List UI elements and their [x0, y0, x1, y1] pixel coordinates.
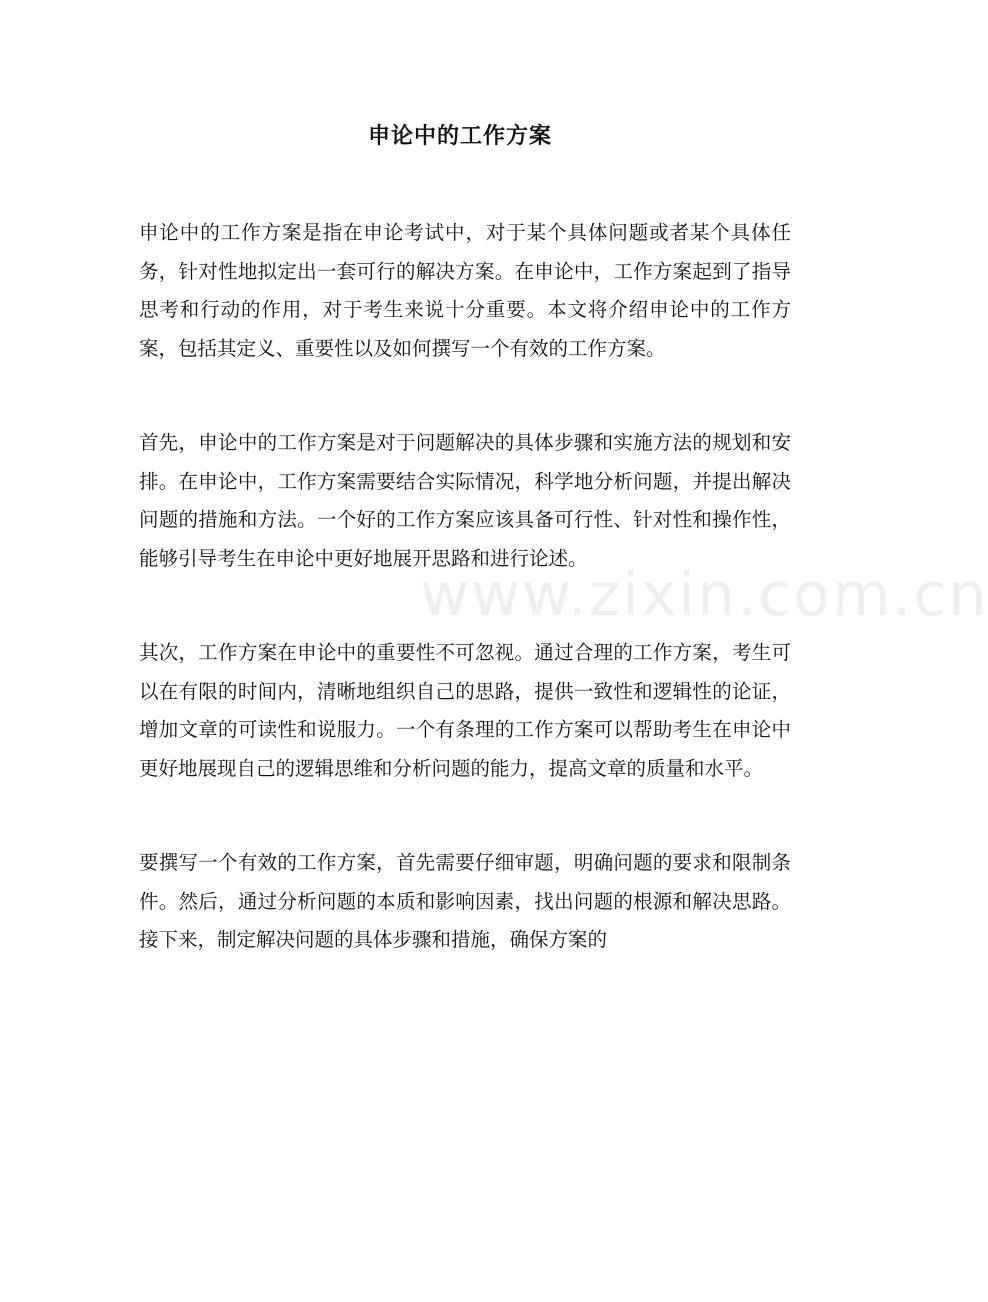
document-body: [139, 214, 791, 1016]
paragraph-1: 申论中的工作方案是指在申论考试中，对于某个具体问题或者某个具体任务，针对性地拟定出一套可行的解决方案。在申论中，工作方案起到了指导思考和行动的作用，对于考生来说十分重要。本文将介绍申论中的工作方案，包括其定义、重要性以及如何撰写一个有效的工作方案。: [139, 221, 791, 360]
watermark: www.zixin.com.cn: [420, 560, 988, 630]
paragraph-4: 要撰写一个有效的工作方案，首先需要仔细审题，明确问题的要求和限制条件。然后，通过分析问题的本质和影响因素，找出问题的根源和解决思路。接下来，制定解决问题的具体步骤和措施，确保方案的: [139, 851, 791, 951]
paragraph-3: 其次，工作方案在申论中的重要性不可忽视。通过合理的工作方案，考生可以在有限的时间内，清晰地组织自己的思路，提供一致性和逻辑性的论证，增加文章的可读性和说服力。一个有条理的工作方案可以帮助考生在申论中更好地展现自己的逻辑思维和分析问题的能力，提高文章的质量和水平。: [139, 641, 791, 780]
paragraph-2: 首先，申论中的工作方案是对于问题解决的具体步骤和实施方法的规划和安排。在申论中，工作方案需要结合实际情况，科学地分析问题，并提出解决问题的措施和方法。一个好的工作方案应该具备可行性、针对性和操作性，能够引导考生在申论中更好地展开思路和进行论述。: [139, 431, 791, 570]
document-title: 申论中的工作方案: [367, 123, 552, 149]
